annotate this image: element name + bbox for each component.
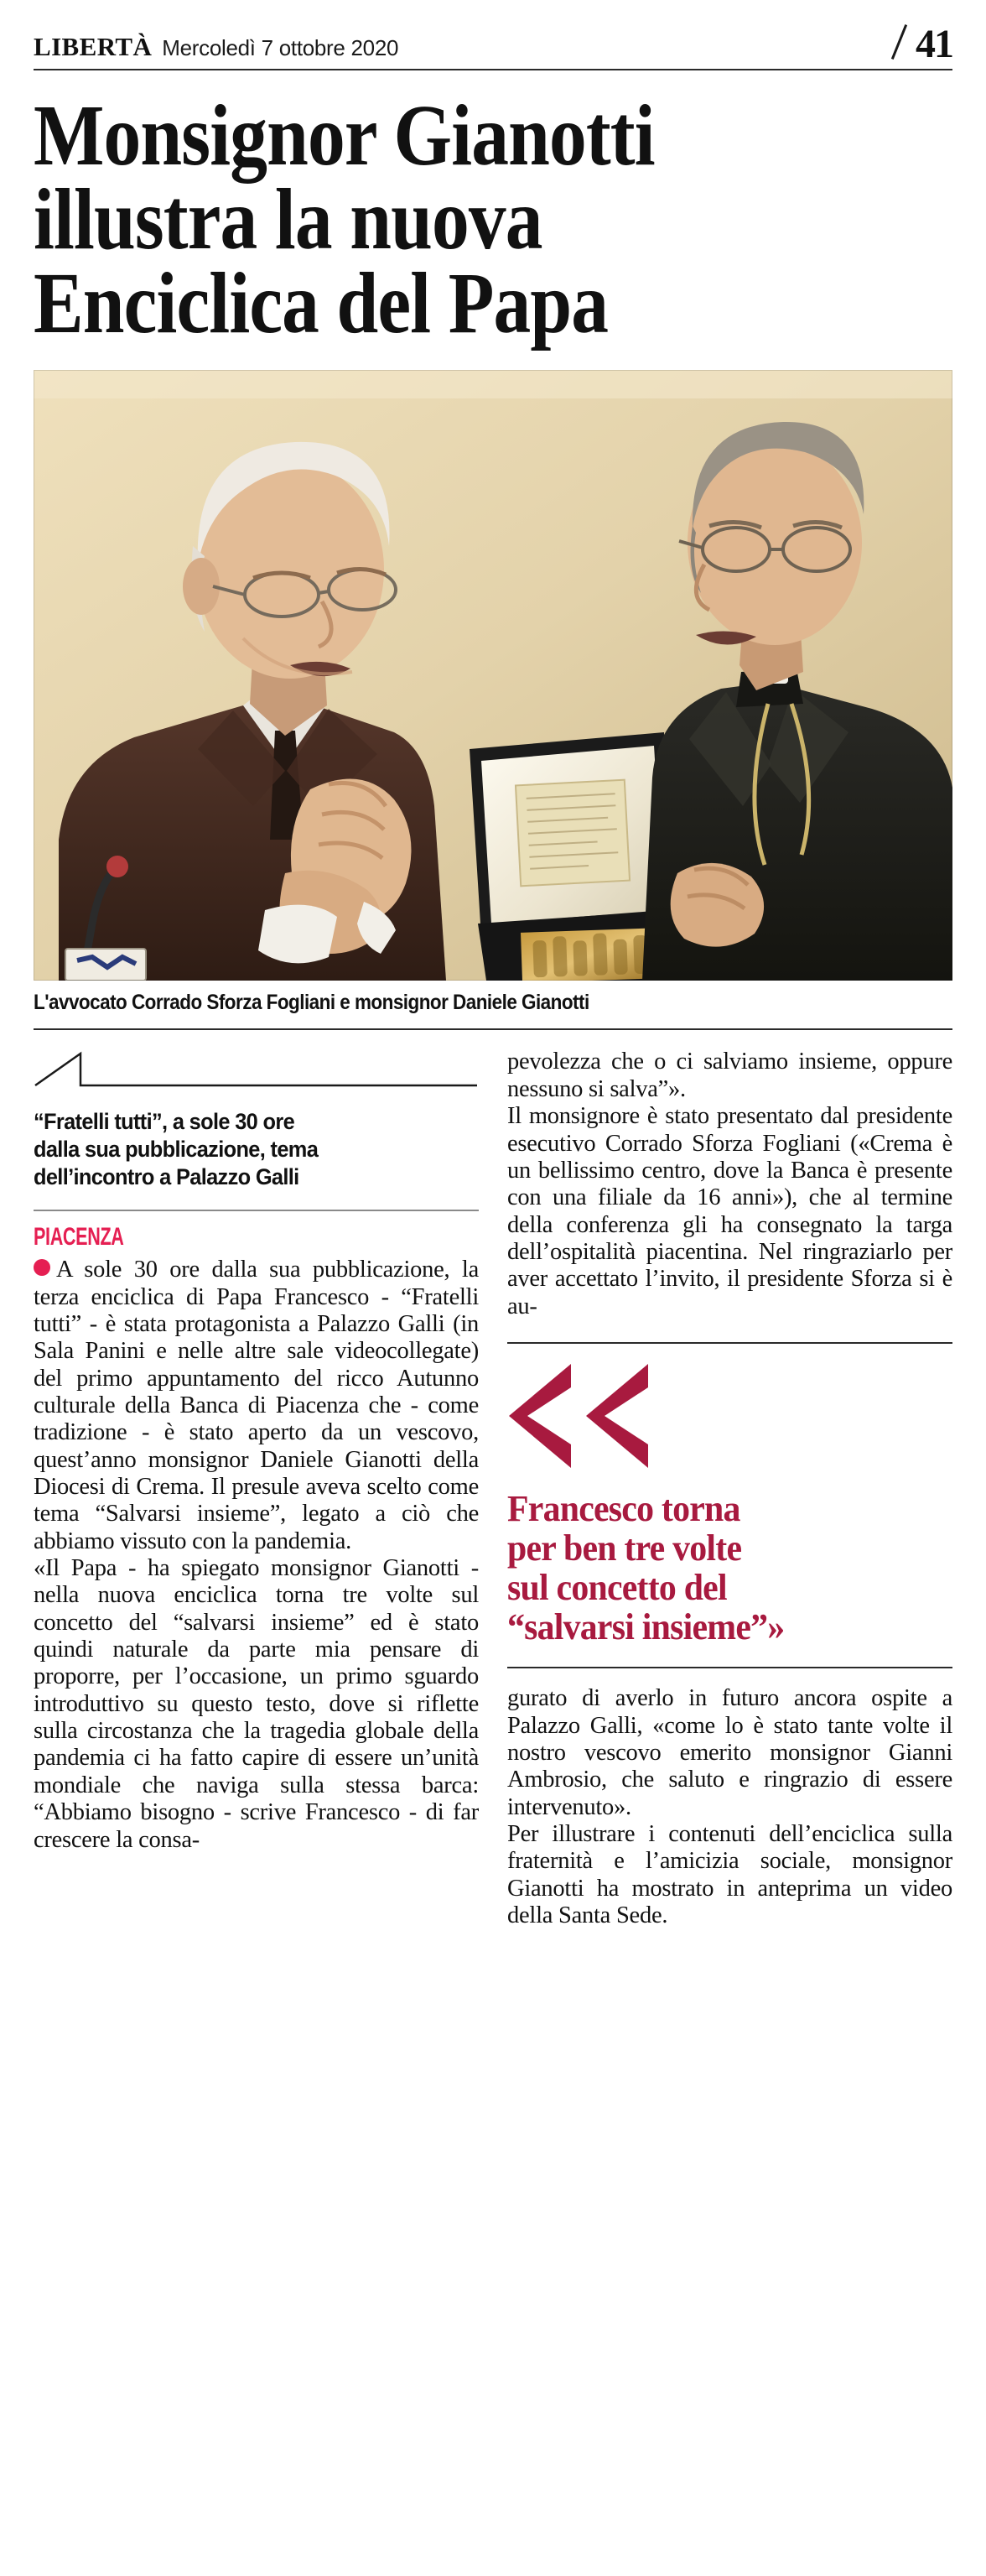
pullquote-line-4: “salvarsi insieme”» — [507, 1606, 785, 1648]
page-title — [34, 87, 950, 351]
body-text-right-top — [507, 1049, 952, 1319]
masthead-divider — [34, 69, 952, 70]
masthead-left-group — [34, 32, 398, 62]
pullquote — [507, 1489, 952, 1647]
headline-line-1: Monsignor Gianotti — [34, 87, 655, 184]
pullquote-chevrons — [507, 1362, 952, 1474]
page-number: 41 — [916, 22, 952, 67]
standfirst-line-1: “Fratelli tutti”, a sole 30 ore — [34, 1109, 295, 1135]
headline-line-3: Enciclica del Papa — [34, 254, 609, 351]
pennant-ornament-icon — [34, 1049, 479, 1092]
column-right — [507, 1049, 952, 1929]
pullquote-divider-bottom — [507, 1667, 952, 1668]
photo-caption: L'avvocato Corrado Sforza Fogliani e monsignor Daniele Gianotti — [34, 991, 589, 1015]
headline-line-2: illustra la nuova — [34, 170, 542, 268]
body-text-left — [34, 1257, 479, 1854]
paragraph: pevolezza che o ci salviamo insieme, oppure nessuno si salva”». — [507, 1049, 952, 1102]
issue-date: Mercoledì 7 ottobre 2020 — [162, 35, 399, 60]
standfirst — [34, 1108, 477, 1191]
lead-bullet-icon — [34, 1259, 50, 1276]
pullquote-line-3: sul concetto del — [507, 1567, 727, 1609]
slash-icon — [889, 23, 911, 60]
paragraph: Per illustrare i contenuti dell’enciclica sulla fraternità e l’amicizia sociale, monsignor Gianotti ha mostrato in anteprima un video della Santa Sede. — [507, 1820, 952, 1928]
paragraph: gurato di averlo in futuro ancora ospite a Palazzo Galli, «come lo è stato tante volte il nostro vescovo emerito monsignor Gianni Ambrosio, che saluto e ringrazio di essere intervenuto». — [507, 1685, 952, 1820]
standfirst-divider — [34, 1210, 479, 1211]
pullquote-line-1: Francesco torna — [507, 1487, 740, 1529]
standfirst-line-3: dell’incontro a Palazzo Galli — [34, 1164, 299, 1190]
column-left — [34, 1049, 479, 1929]
double-chevron-left-icon — [507, 1362, 655, 1470]
pullquote-line-2: per ben tre volte — [507, 1527, 742, 1569]
pullquote-divider-top — [507, 1342, 952, 1344]
body-text-right-bottom — [507, 1685, 952, 1929]
photo-illustration — [34, 370, 952, 981]
masthead — [34, 0, 952, 67]
article-columns — [34, 1049, 952, 1929]
paragraph — [34, 1257, 479, 1555]
standfirst-line-2: dalla sua pubblicazione, tema — [34, 1137, 319, 1163]
article-photo — [34, 370, 952, 981]
masthead-right-group — [889, 20, 952, 67]
paper-name: LIBERTÀ — [34, 32, 153, 61]
paragraph: «Il Papa - ha spiegato monsignor Gianotti - nella nuova enciclica torna tre volte sul concetto del “salvarsi insieme” ed è stato quindi naturale da parte mia pensare di proporre, per l’occasione, un primo sguardo introduttivo su questo testo, dove si riflette sulla circostanza che la tragedia globale della pandemia ci ha fatto capire di essere un’unità mondiale che naviga sulla stessa barca: “Abbiamo bisogno - scrive Francesco - di far crescere la consa- — [34, 1555, 479, 1853]
caption-divider — [34, 1028, 952, 1030]
paragraph-text: A sole 30 ore dalla sua pubblicazione, la terza enciclica di Papa Francesco - “Fratelli tutti” - è stata protagonista a Palazzo Galli (in Sala Panini e nelle altre sale videocollegate) del primo appuntamento del ricco Autunno culturale della Banca di Piacenza che - come tradizione - è stato aperto da un vescovo, quest’anno monsignor Daniele Gianotti della Diocesi di Crema. Il presule aveva scelto come tema “Salvarsi insieme”, legato a ciò che abbiamo vissuto con la pandemia. — [34, 1257, 479, 1554]
section-kicker: PIACENZA — [34, 1223, 124, 1252]
paragraph: Il monsignore è stato presentato dal presidente esecutivo Corrado Sforza Fogliani («Crema è un bellissimo centro, dove la Banca è presente con una filiale da 16 anni»), che al termine della conferenza gli ha consegnato la targa dell’ospitalità piacentina. Nel ringraziarlo per aver accettato l’invito, il presidente Sforza si è au- — [507, 1103, 952, 1319]
